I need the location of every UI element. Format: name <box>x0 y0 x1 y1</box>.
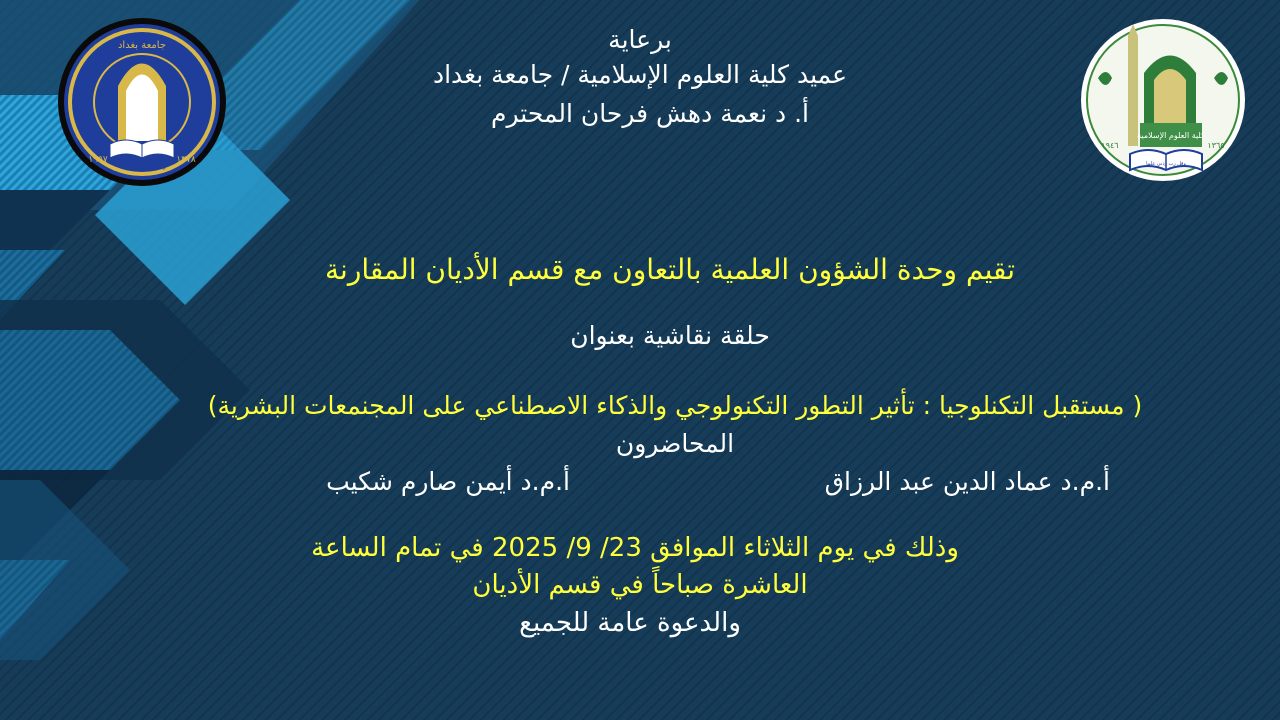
lecturer-2: أ.م.د أيمن صارم شكيب <box>326 467 570 496</box>
lecturer-1: أ.م.د عماد الدين عبد الرزاق <box>824 467 1110 496</box>
college-seal-year-left: ١٩٤٦ <box>1101 141 1119 150</box>
patronage-heading: برعاية <box>608 25 672 54</box>
university-seal-year-right: ١٣٧٨ <box>176 155 196 165</box>
college-seal-year-right: ١٣٦٥ <box>1207 141 1225 150</box>
college-of-islamic-sciences-seal <box>1080 18 1246 182</box>
university-seal-motto: وقل رب زدني علما <box>118 163 166 170</box>
patronage-dean-name: أ. د نعمة دهش فرحان المحترم <box>491 99 809 128</box>
lecturers-heading: المحاضرون <box>615 429 735 458</box>
public-invitation: والدعوة عامة للجميع <box>519 608 741 638</box>
organizer-heading: تقيم وحدة الشؤون العلمية بالتعاون مع قسم الأديان المقارنة <box>325 253 1015 286</box>
university-seal-year-left: ١٩٥٧ <box>88 155 108 165</box>
college-seal-name: كلية العلوم الإسلامية <box>1137 131 1205 140</box>
university-seal-text: جامعة بغداد <box>117 40 167 51</box>
university-of-baghdad-seal <box>56 16 228 188</box>
schedule-location: العاشرة صباحاً في قسم الأديان <box>472 570 808 600</box>
discussion-topic: ( مستقبل التكنلوجيا : تأثير التطور التكنولوجي والذكاء الاصطناعي على المجنمعات البشرية) <box>207 391 1143 420</box>
patronage-dean-title: عميد كلية العلوم الإسلامية / جامعة بغداد <box>432 60 848 89</box>
college-seal-motto: وقل رب زدني علما <box>1146 161 1186 167</box>
schedule-date-time: وذلك في يوم الثلاثاء الموافق 23/ 9/ 2025 في تمام الساعة <box>311 533 959 563</box>
event-type: حلقة نقاشية بعنوان <box>570 321 770 350</box>
